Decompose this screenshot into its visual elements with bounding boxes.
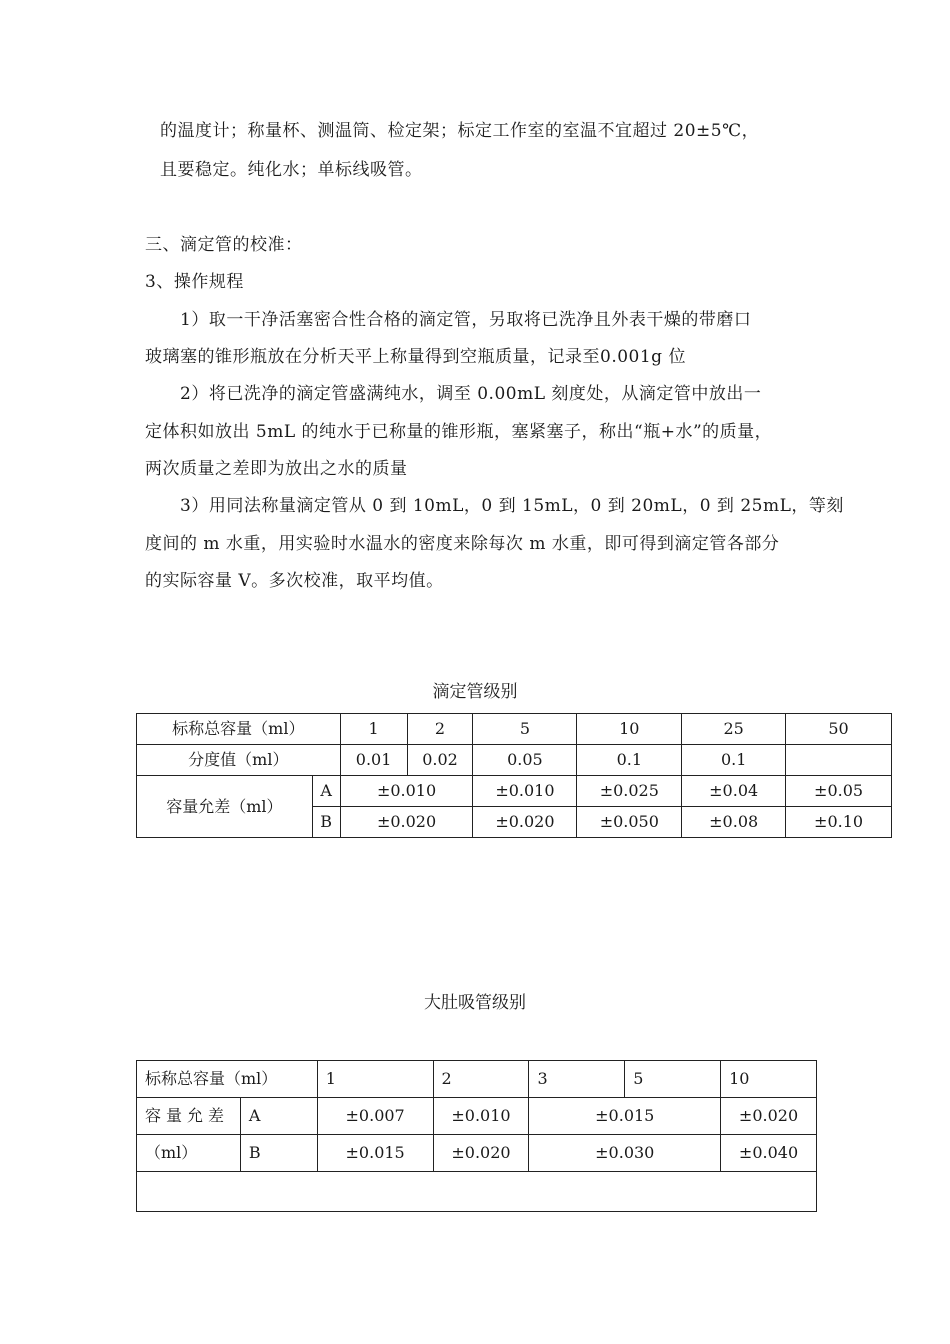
table-row [137, 745, 892, 776]
capacity-value: 5 [473, 714, 577, 745]
table-row [137, 1135, 817, 1172]
tolerance-value: ±0.020 [721, 1098, 817, 1135]
capacity-value: 50 [786, 714, 892, 745]
grade-label: A [312, 776, 340, 807]
subsection-heading: 3、操作规程 [145, 272, 244, 292]
tolerance-value: ±0.010 [433, 1098, 529, 1135]
grade-label: B [240, 1135, 317, 1172]
tolerance-value: ±0.020 [340, 807, 473, 838]
capacity-value: 25 [682, 714, 786, 745]
tolerance-value: ±0.050 [577, 807, 682, 838]
paragraph-line: 2）将已洗净的滴定管盛满纯水，调至 0.00mL 刻度处，从滴定管中放出一 [180, 384, 762, 404]
tolerance-value: ±0.08 [682, 807, 786, 838]
tolerance-value: ±0.010 [473, 776, 577, 807]
table-caption-pipette: 大肚吸管级别 [424, 993, 526, 1013]
paragraph-line: 定体积如放出 5mL 的纯水于已称量的锥形瓶，塞紧塞子，称出“瓶+水”的质量， [145, 422, 773, 442]
capacity-value: 10 [577, 714, 682, 745]
division-value: 0.1 [682, 745, 786, 776]
tolerance-label: 容量允差 [137, 1098, 241, 1135]
tolerance-value: ±0.015 [529, 1098, 721, 1135]
table-row [137, 1098, 817, 1135]
tolerance-value: ±0.04 [682, 776, 786, 807]
capacity-value: 3 [529, 1061, 625, 1098]
paragraph-line: 1）取一干净活塞密合性合格的滴定管，另取将已洗净且外表干燥的带磨口 [180, 310, 752, 330]
paragraph-line: 3）用同法称量滴定管从 0 到 10mL，0 到 15mL，0 到 20mL，0 到 25mL，等刻 [180, 496, 844, 516]
division-value: 0.02 [407, 745, 473, 776]
tolerance-value: ±0.10 [786, 807, 892, 838]
table-row [137, 1061, 817, 1098]
tolerance-value: ±0.025 [577, 776, 682, 807]
capacity-value: 1 [340, 714, 407, 745]
paragraph-line: 两次质量之差即为放出之水的质量 [145, 459, 408, 479]
tolerance-value: ±0.015 [317, 1135, 433, 1172]
tolerance-value: ±0.040 [721, 1135, 817, 1172]
tolerance-value: ±0.020 [473, 807, 577, 838]
division-value [786, 745, 892, 776]
empty-row [137, 1172, 817, 1212]
pipette-grade-table [136, 1060, 817, 1212]
division-value: 0.01 [340, 745, 407, 776]
paragraph-line: 度间的 m 水重，用实验时水温水的密度来除每次 m 水重，即可得到滴定管各部分 [145, 534, 780, 554]
tolerance-value: ±0.030 [529, 1135, 721, 1172]
paragraph-line: 的实际容量 V。多次校准，取平均值。 [145, 571, 444, 591]
capacity-label: 标称总容量（ml） [137, 1061, 318, 1098]
table-caption-burette: 滴定管级别 [432, 682, 518, 702]
tolerance-value: ±0.007 [317, 1098, 433, 1135]
tolerance-value: ±0.010 [340, 776, 473, 807]
tolerance-value: ±0.020 [433, 1135, 529, 1172]
paragraph-line: 且要稳定。纯化水；单标线吸管。 [160, 160, 423, 180]
table-row [137, 1172, 817, 1212]
capacity-value: 5 [625, 1061, 721, 1098]
section-heading: 三、滴定管的校准： [145, 235, 303, 255]
capacity-label: 标称总容量（ml） [137, 714, 341, 745]
division-value: 0.05 [473, 745, 577, 776]
grade-label: B [312, 807, 340, 838]
tolerance-value: ±0.05 [786, 776, 892, 807]
capacity-value: 10 [721, 1061, 817, 1098]
division-value: 0.1 [577, 745, 682, 776]
table-row [137, 776, 892, 807]
table-row [137, 714, 892, 745]
paragraph-line: 的温度计；称量杯、测温筒、检定架；标定工作室的室温不宜超过 20±5℃， [160, 121, 760, 141]
tolerance-label: 容量允差（ml） [137, 776, 313, 838]
capacity-value: 1 [317, 1061, 433, 1098]
capacity-value: 2 [433, 1061, 529, 1098]
grade-label: A [240, 1098, 317, 1135]
burette-grade-table [136, 713, 892, 838]
division-label: 分度值（ml） [137, 745, 341, 776]
capacity-value: 2 [407, 714, 473, 745]
tolerance-unit: （ml） [137, 1135, 241, 1172]
paragraph-line: 玻璃塞的锥形瓶放在分析天平上称量得到空瓶质量，记录至0.001g 位 [145, 347, 686, 367]
